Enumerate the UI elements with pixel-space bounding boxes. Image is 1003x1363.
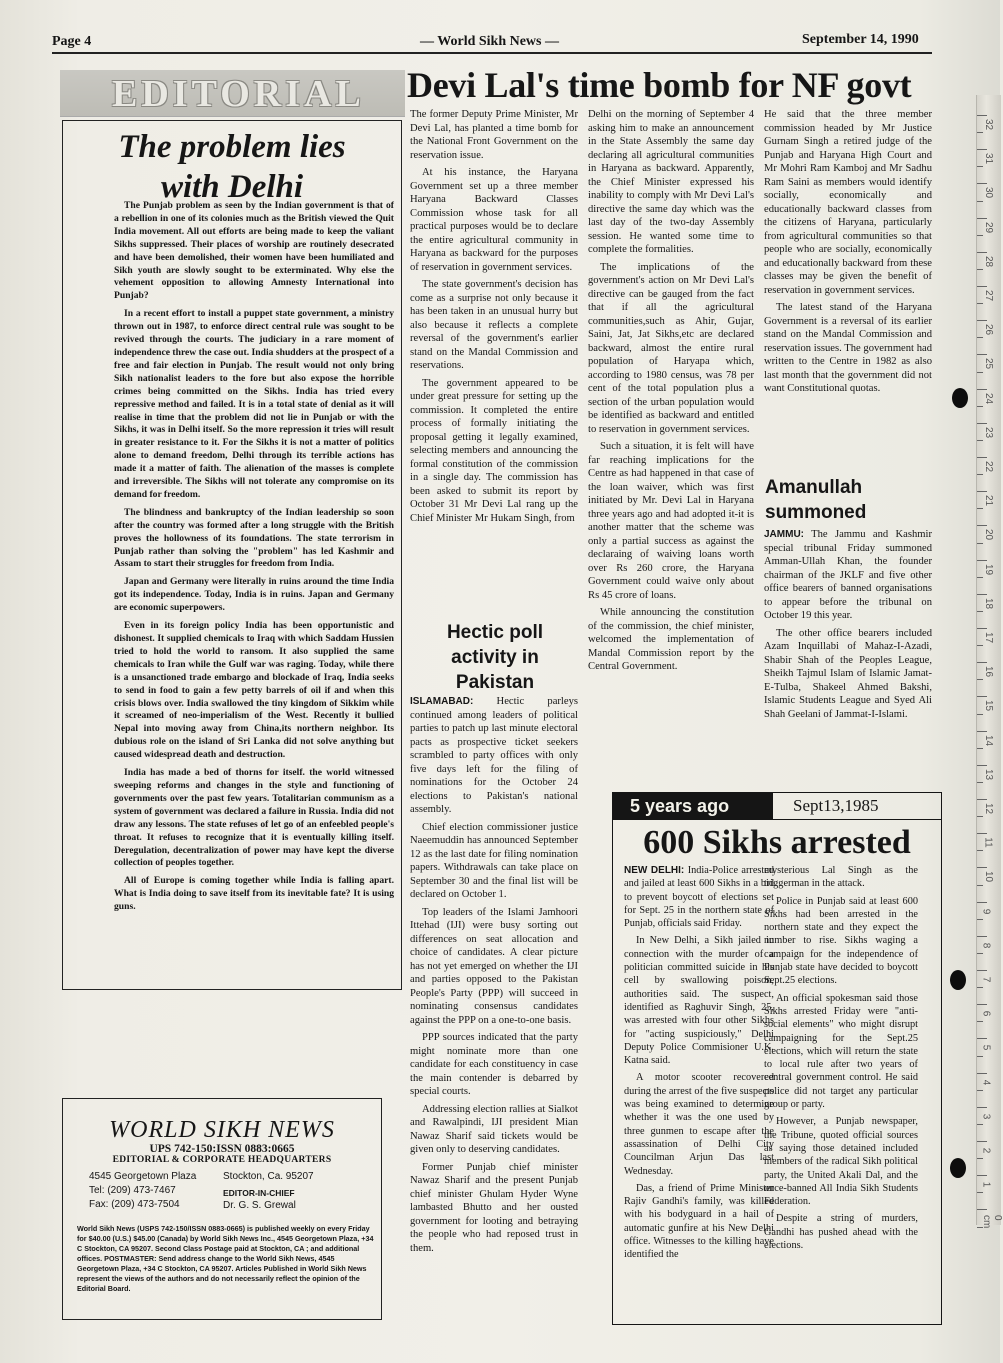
ruler-tick	[977, 885, 983, 886]
article-paragraph: In New Delhi, a Sikh jailed in connection with the murder of a politician committed suicide in his cell by swallowing poison, authorities said. The suspect, identified as Raghuvir Singh, 25, was arrested with four other Sikhs for "acting suspiciously," Delhi Deputy Police Commisioner U.K. Katna said.	[624, 935, 774, 1067]
article-paragraph: The latest stand of the Haryana Government is a reversal of its earlier stand on the Mandal Commission and reservation issues. The government had written to the Centre in 1982 as also last month that the government did not want Constitutional quotas.	[764, 302, 932, 394]
ruler-number: 12	[983, 802, 995, 815]
article-paragraph	[624, 864, 774, 930]
ruler-tick	[977, 919, 983, 920]
editorial-headline-line-1: The problem lies	[118, 129, 346, 165]
editorial-paragraph: Even in its foreign policy India has been opportunistic and dishonest. It supplied chemicals to Iraq with which Saddam Hussien tried to hold the world to ransom. It also supplied the same chemicals to Iran while the Gulf war was raging. Today, while there is a unsanctioned trade embargo and blockade of Iraq, India seeks to send in food to gain a few petty barrels of oil if and when this crisis blows over. India swallowed the tiny kingdom of Sikkim while it screamed of neo-imperialism of the West. Recently it bullied Nepal into moving away from China,its northern neighbor. Its dubious role on the island of Sri Lanka did not solve anything but caused widespread death and destruction.	[114, 620, 394, 761]
article-paragraph: The government appeared to be under great pressure for setting up the commission. It completed the entire process of formally initiating the proposal getting it legally examined, selecting members and announcing the formal constitution of the commission in a single day. The commission has been asked to submit its report by October 31 Mr Devi Lal rang up the Chief Minister Mr Hukam Singh, from	[410, 377, 578, 524]
masthead-fine-print: World Sikh News (USPS 742-150/ISSN 0883-0665) is published weekly on every Friday for $40.00 (U.S.) $45.00 (Canada) by World Sikh News Inc., 4545 Georgetown Plaza, +34 C Stockton, CA 95207. Second Class Postage paid at Stockton, CA ; and additional offices. POSTMASTER: Send address change to the World Sikh News, 4545 Georgetown Plaza, +34 C Stockton, CA 95207. Articles Published in World Sikh News represent the views of the authors and do not necessarily reflect the opinion of the Editorial Board.	[77, 1224, 374, 1293]
ruler-number: 18	[983, 597, 995, 609]
ruler-tick	[977, 115, 987, 116]
amanullah-headline	[765, 475, 945, 525]
ruler-tick	[977, 594, 987, 595]
ruler-tick	[977, 970, 987, 971]
ruler-tick	[977, 406, 983, 407]
ruler-number: 5	[980, 1045, 992, 1051]
article-paragraph: PPP sources indicated that the party might nominate more than one candidate for each constituency in case the main contender is debarred by special courts.	[410, 1032, 578, 1097]
paper-name: — World Sikh News —	[420, 34, 559, 49]
ruler-tick	[977, 765, 987, 766]
amanullah-dateline: JAMMU:	[764, 529, 804, 540]
ruler-number: 11	[982, 837, 994, 848]
article-paragraph	[410, 695, 578, 817]
ruler-number: 17	[983, 631, 995, 644]
ruler-tick	[977, 440, 983, 441]
ruler-number: 0 cm	[981, 1215, 1003, 1229]
article-paragraph: Such a situation, it is felt will have far reaching implications for the Centre as had happened in that case of the loan waiver, which was first initiated by Mr. Devi Lal in Haryana three years ago and had adopted it-it is another matter that the scheme was only a partial success as against the declaraing of waiving loans worth over Rs 260 crore, the Haryana Government could waive only about Rs 45 crore of loans.	[588, 441, 754, 601]
pakistan-dateline: ISLAMABAD:	[410, 696, 474, 707]
ruler-tick	[977, 799, 987, 800]
ruler-tick	[977, 1056, 983, 1057]
ruler-tick	[977, 389, 987, 390]
ruler-number: 1	[980, 1181, 992, 1188]
ruler-tick	[977, 1073, 987, 1074]
ruler-tick	[977, 166, 983, 167]
ruler-tick	[977, 252, 987, 253]
ruler-tick	[977, 218, 987, 219]
ruler-tick	[977, 628, 987, 629]
pakistan-headline-line: activity in	[451, 647, 539, 668]
masthead-hq: EDITORIAL & CORPORATE HEADQUARTERS	[112, 1155, 332, 1165]
article-paragraph: At his instance, the Haryana Government set up a three member Haryana Backward Classes Commission whose task for all practical purposes would be to declare the entire agricultural community in Haryana as backward for the purposes of reservation in government services.	[410, 167, 578, 273]
ruler-tick	[977, 1021, 983, 1022]
devi-lal-column-1	[410, 108, 578, 529]
ruler-tick	[977, 1141, 987, 1142]
ruler-tick	[977, 1209, 987, 1210]
ruler-tick	[977, 1124, 983, 1125]
article-paragraph: Chief election commissioner justice Naeemuddin has announced September 12 as the last date for filing nomination papers. Withdrawals can take place on September 30 and the final list will be declared on October 1.	[410, 821, 578, 900]
ruler-tick	[977, 936, 987, 937]
article-paragraph	[764, 528, 932, 623]
ruler-tick	[977, 816, 983, 817]
punch-hole	[950, 1158, 966, 1178]
ruler-tick	[977, 1004, 987, 1005]
ruler-number: 32	[983, 118, 995, 131]
amanullah-column	[764, 528, 932, 725]
ruler-tick	[977, 320, 987, 321]
sikhs-lead: India-Police arrested and jailed at least 600 Sikhs in a bid to prevent boycott of elections set for Sept. 25 in the northern state of Punjab, officials said Friday.	[624, 865, 774, 930]
masthead-city: Stockton, Ca. 95207	[223, 1171, 314, 1182]
ruler-number: 29	[983, 221, 995, 233]
ruler-number: 30	[983, 187, 995, 199]
ruler-tick	[977, 543, 983, 544]
ruler-number: 19	[983, 563, 995, 575]
article-paragraph: The state government's decision has come as a surprise not only because it has been taken in an unusual hurry but also because it reflects a complete reversal of the government's earlier stand on the Mandal Commission and reservations.	[410, 279, 578, 371]
ruler-number: 16	[983, 666, 995, 678]
article-paragraph: Das, a friend of Prime Minister Rajiv Gandhi's family, was killed with his bodyguard in a hail of automatic gunfire at his New Delhi office. Witnesses to the killing have identified the	[624, 1182, 774, 1261]
editorial-headline	[63, 127, 401, 207]
ruler-tick	[977, 645, 983, 646]
editorial-paragraph: The Punjab problem as seen by the Indian government is that of a rebellion in one of its colonies much as the British viewed the Quit India movement. All out efforts are being made to keep the valiant Sikhs suppressed. Their places of worship are routinely desecrated and have been demolished, their women have been humiliated and Sikh youth are slowly sought to be exterminated. Why else the vehement opposition to allowing Amnesty International into Punjab?	[114, 200, 394, 302]
ruler-number: 23	[983, 426, 995, 438]
article-paragraph: He said that the three member commission headed by Mr Justice Gurnam Singh a retired judge of the Punjab and Haryana High Court and Mr Mohri Ram Kamboj and Mr Sadhu Ram Saini as members would identify socially, economically and educationally backward classes from the citizens of Haryana, particularly from agricultural communities so that people who are socially, economically and educationally backward from these classes may be given the benefit of reservation in government services.	[764, 109, 932, 296]
ruler-tick	[977, 337, 983, 338]
ruler-tick	[977, 679, 983, 680]
editorial-paragraph: Japan and Germany were literally in ruins around the time India got its independence. Today, India is in ruins. Japan and Germany are economic superpowers.	[114, 576, 394, 614]
ruler-number: 15	[983, 700, 995, 712]
punch-hole	[952, 388, 968, 408]
pakistan-headline-line: Pakistan	[455, 672, 535, 693]
sikhs-arrested-column-2	[764, 864, 918, 1256]
ruler-number: 28	[983, 255, 995, 267]
ruler-tick	[977, 714, 983, 715]
editorial-paragraph: India has made a bed of thorns for itself. the world witnessed sweeping reforms and changes in the style and functioning of governments over the past few years. Totalitarian communism as a system of government was declared a failure in Russia. India did not draw any lessons. The state refuses of let go of an enfeebled people's throat. It refuses to recognize that it is eventually killing itself. Deregulation, decentralization of power may have kept the diverse collection of peoples together.	[114, 767, 394, 869]
ruler-tick	[977, 1175, 987, 1176]
ruler-tick	[977, 149, 987, 150]
ruler-tick	[977, 1107, 987, 1108]
ruler-tick	[977, 269, 983, 270]
ruler-number: 21	[983, 495, 995, 507]
editorial-banner	[60, 70, 405, 117]
ruler-tick	[977, 731, 987, 732]
masthead-address: 4545 Georgetown Plaza	[89, 1171, 197, 1182]
ruler-tick	[977, 782, 983, 783]
ruler-tick	[977, 867, 987, 868]
ruler-tick	[977, 423, 987, 424]
ruler-tick	[977, 235, 983, 236]
editorial-paragraph: All of Europe is coming together while India is falling apart. What is India doing to save itself from its inevitable fate? It is using guns.	[114, 875, 394, 913]
editorial-label: EDITORIAL	[112, 73, 365, 115]
ruler-number: 8	[980, 942, 992, 949]
punch-hole	[950, 970, 966, 990]
ruler-number: 9	[980, 908, 992, 914]
ruler-tick	[977, 560, 987, 561]
editorial-paragraph: In a recent effort to install a puppet state government, a ministry thrown out in 1987, to enforce direct central rule was sought to be revived through the courts. The judiciary in a rare moment of independence threw the case out. India shudders at the prospect of a free and fair election in Punjab. The result would not only bring Sikh nationalist leaders to the fore but also expose the horrible crimes being committed on the Sikhs. India has tried every repressive method and failed. It is in a total state of denial as it will realise in time that the problem did not lie in Punjab or with the Sikhs, it was in Delhi itself. So the more repression it tries will result in greater resistance to it. For the Sikhs it is not a matter of politics alone to demand freedom, Delhi through its terrible actions has made it a matter of faith. The alienation of the masses is complete and irreversible. The Sikhs will not tolerate any compromise on its demand for freedom.	[114, 308, 394, 500]
ruler-tick	[977, 491, 987, 492]
sikhs-dateline: NEW DELHI:	[624, 865, 685, 876]
ruler-tick	[977, 748, 983, 749]
article-paragraph: While announcing the constitution of the commission, the chief minister, welcomed the implementation of Mandal Commission report by the Central Government.	[588, 607, 754, 672]
ruler-tick	[977, 953, 983, 954]
ruler-tick	[977, 132, 983, 133]
ruler-tick	[977, 201, 983, 202]
ruler-tick	[977, 1090, 983, 1091]
ruler-tick	[977, 303, 983, 304]
ruler-tick	[977, 1192, 983, 1193]
sikhs-arrested-headline: 600 Sikhs arrested	[643, 824, 911, 861]
ruler-number: 24	[983, 392, 995, 404]
ruler-tick	[977, 1158, 983, 1159]
masthead-fax: Fax: (209) 473-7504	[89, 1199, 180, 1210]
article-paragraph: Delhi on the morning of September 4 asking him to make an announcement in the State Assembly the same day declaring all agricultural communities in Haryana as backward. Apparently, the Chief Minister expressed his inability to comply with Mr Devi Lal's directive the same day which was the last day of the two-day Assembly session. He wanted some time to complete the formalities.	[588, 109, 754, 255]
ruler-number: 4	[980, 1079, 992, 1085]
ruler-tick	[977, 286, 987, 287]
article-paragraph: However, a Punjab newspaper, the Tribune, quoted official sources as saying those detained included members of the radical Sikh political party, the United Akali Dal, and the once-banned All India Sikh Students Federation.	[764, 1116, 918, 1208]
five-years-ago-label: 5 years ago	[612, 792, 772, 820]
article-paragraph: Top leaders of the Islami Jamhoori Ittehad (IJI) were busy sorting out differences on seat allocation and choice of candidates. A clear picture has not yet emerged on whether the IJI and parties opposed to the Pakistan People's Party (PPP) will succeed in nominating consensus candidates against the PPP on a one-to-one basis.	[410, 906, 578, 1026]
five-years-ago-date: Sept13,1985	[772, 792, 942, 820]
article-paragraph: The other office bearers included Azam Inquillabi of Mahaz-I-Azadi, Shabir Shah of the Peoples League, Sheikh Tajmul Islam of Islamic Jamat-E-Tulba, Shakeel Ahmed Bakshi, Islamic Students League and Syed Ali Shah Geelani of Jammat-I-Islami.	[764, 627, 932, 720]
ruler-tick	[977, 696, 987, 697]
ruler-tick	[977, 850, 983, 851]
sikhs-arrested-column-1	[624, 864, 774, 1266]
article-paragraph: mysterious Lal Singh as the triggerman in the attack.	[764, 865, 918, 890]
article-paragraph: Despite a string of murders, Gandhi has pushed ahead with the elections.	[764, 1213, 918, 1252]
ruler-number: 13	[983, 768, 995, 780]
amanullah-headline-line: Amanullah	[765, 477, 863, 498]
ruler-number: 14	[983, 734, 995, 746]
measuring-ruler	[976, 95, 1003, 1229]
devi-lal-column-2	[588, 108, 754, 678]
editorial-body	[114, 200, 394, 919]
ruler-number: 10	[983, 871, 995, 883]
ruler-number: 31	[983, 153, 995, 165]
ruler-tick	[977, 833, 987, 834]
ruler-tick	[977, 474, 983, 475]
issue-date: September 14, 1990	[802, 32, 919, 47]
article-paragraph: The former Deputy Prime Minister, Mr Devi Lal, has planted a time bomb for the National Front Government on the reservation issue.	[410, 109, 578, 161]
article-paragraph: Former Punjab chief minister Nawaz Sharif and the present Punjab chief minister Ghulam Hyder Wyne lambasted Bhutto and her ousted government for looting and betraying the people who had reposed trust in them.	[410, 1161, 578, 1254]
editorial-paragraph: The blindness and bankruptcy of the Indian leadership so soon after the country was formed after a long struggle with the British proves the hollowness of its foundations. The state terrorism in Punjab rather than solving the "problem" has led Kashmir and Assam to start their struggles for freedom from India.	[114, 506, 394, 570]
pakistan-headline-line: Hectic poll	[446, 622, 544, 643]
ruler-number: 20	[983, 529, 995, 541]
masthead-box	[62, 1098, 382, 1320]
ruler-tick	[977, 662, 987, 663]
ruler-tick	[977, 577, 983, 578]
pakistan-headline	[410, 620, 580, 695]
ruler-tick	[977, 354, 987, 355]
editorial-headline-line-2: with Delhi	[160, 169, 304, 205]
ruler-tick	[977, 457, 987, 458]
ruler-number: 7	[980, 976, 992, 983]
ruler-number: 6	[980, 1010, 992, 1017]
ruler-tick	[977, 1038, 987, 1039]
masthead-ups: UPS 742-150:ISSN 0883:0665	[149, 1143, 295, 1155]
ruler-tick	[977, 508, 983, 509]
ruler-tick	[977, 183, 987, 184]
ruler-tick	[977, 525, 987, 526]
ruler-number: 22	[983, 460, 995, 473]
ruler-tick	[977, 987, 983, 988]
ruler-number: 3	[980, 1113, 992, 1120]
article-paragraph: Addressing election rallies at Sialkot and Rawalpindi, IJI president Mian Nawaz Sharif said tickets would be given only to deserving candidates.	[410, 1103, 578, 1155]
article-paragraph: The implications of the government's action on Mr Devi Lal's directive can be gauged from the fact that if all the agricultural communities,such as Ahir, Gujar, Saini, Jat, Jat Sikhs,etc are declared backward, almost the entire rural population of Haryapa which, according to 1980 census, was 78 per cent of the total population plus a section of the urban population would be identified as backward and entitled to reservation in government services.	[588, 261, 754, 435]
pakistan-column	[410, 695, 578, 1259]
ruler-number: 2	[980, 1147, 992, 1154]
article-paragraph: A motor scooter recovered during the arrest of the five suspects was being examined to determine whether it was the one used by three gunmen to escape after the assassination of Delhi City Councilman Arjun Das last Wednesday.	[624, 1072, 774, 1177]
masthead-editor-title: EDITOR-IN-CHIEF	[223, 1188, 295, 1198]
masthead-tel: Tel: (209) 473-7467	[89, 1185, 176, 1196]
devi-lal-column-3	[764, 108, 932, 400]
ruler-number: 26	[983, 324, 995, 336]
header-rule	[52, 52, 932, 54]
masthead-title: WORLD SIKH NEWS	[109, 1117, 335, 1143]
pakistan-lead: Hectic parleys continued among leaders of political parties to patch up last minute electoral pacts as prospective ticket seekers scrambled to party offices with only five days left for the filing of nominations for the October 24 elections to Pakistan's national assembly.	[410, 696, 578, 815]
five-years-ago-banner	[612, 792, 942, 820]
ruler-tick	[977, 902, 987, 903]
masthead-editor-name: Dr. G. S. Grewal	[223, 1200, 296, 1211]
article-paragraph: Police in Punjab said at least 600 Sikhs had been arrested in the northern state and they expect the number to rise. Sikhs waging a campaign for the independence of Punjab state have decided to boycott Sept.25 elections.	[764, 895, 918, 987]
amanullah-headline-line: summoned	[765, 502, 867, 523]
ruler-number: 25	[983, 358, 995, 370]
article-paragraph: An official spokesman said those Sikhs arrested Friday were "anti-social elements" who might disrupt campaigning for the Sept.25 elections, which will return the state to local rule after two years of central government control. He said police did not target any particular group or party.	[764, 992, 918, 1111]
page-number: Page 4	[52, 34, 92, 49]
amanullah-lead: The Jammu and Kashmir special tribunal Friday summoned Amman-Ullah Khan, the founder chairman of the JKLF and five other office bearers of banned organisations to appear before the tribunal on October 19 this year.	[764, 529, 932, 621]
ruler-number: 27	[983, 289, 995, 302]
ruler-tick	[977, 372, 983, 373]
devi-lal-headline: Devi Lal's time bomb for NF govt	[407, 65, 912, 105]
ruler-tick	[977, 611, 983, 612]
